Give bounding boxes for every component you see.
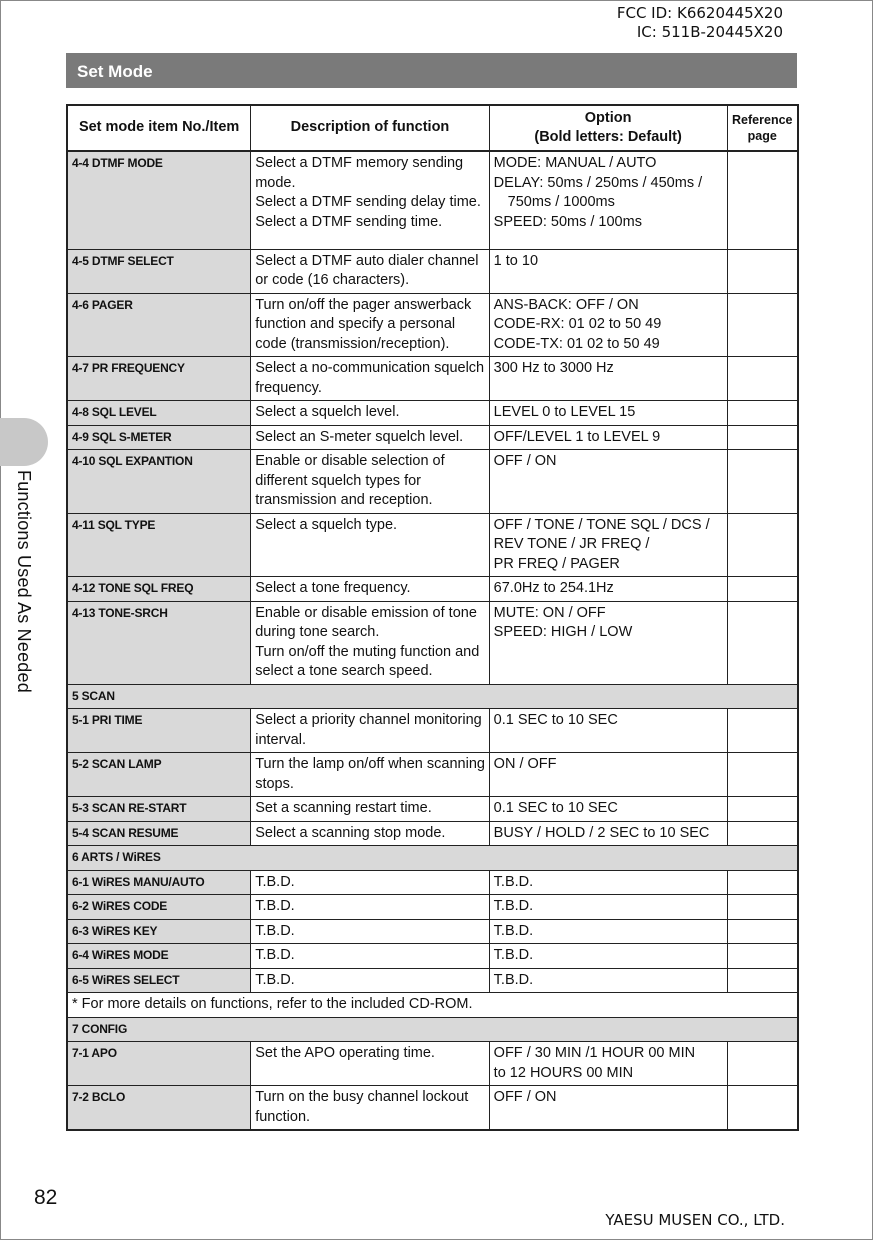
item-name-cell: 6-4 WiRES MODE (67, 944, 251, 969)
option-line: 67.0Hz to 254.1Hz (493, 580, 614, 596)
option-line: T.B.D. (493, 947, 534, 963)
table-row (67, 968, 798, 993)
option-line: 0.1 SEC to 10 SEC (493, 800, 618, 816)
section-label: 6 ARTS / WiRES (67, 846, 798, 871)
description-cell (251, 450, 489, 514)
col-header-option (489, 105, 727, 151)
reference-page-cell (727, 577, 798, 602)
option-line: OFF / ON (493, 1089, 557, 1105)
description-line: Select a squelch level. (255, 404, 400, 420)
table-body (67, 151, 798, 1130)
table-row (67, 293, 798, 357)
description-line: T.B.D. (255, 971, 295, 988)
reference-page-cell (727, 944, 798, 969)
option-cell (489, 601, 727, 684)
option-cell (489, 968, 727, 993)
option-cell (489, 401, 727, 426)
description-line: Turn on the busy channel lockout function. (255, 1089, 469, 1125)
option-cell (489, 577, 727, 602)
option-cell (489, 1086, 727, 1131)
description-line: Select a DTMF auto dialer channel or code (16 characters). (255, 252, 479, 288)
description-cell (251, 968, 489, 993)
description-cell (251, 151, 489, 249)
option-line: MUTE: ON / OFF (493, 604, 606, 621)
option-line: MODE: MANUAL / AUTO (493, 155, 657, 171)
description-cell (251, 513, 489, 577)
table-row (67, 821, 798, 846)
section-row (67, 846, 798, 871)
description-cell (251, 944, 489, 969)
section-row (67, 1017, 798, 1042)
item-name-cell: 4-12 TONE SQL FREQ (67, 577, 251, 602)
description-line: Select a DTMF memory sending mode. (255, 155, 464, 191)
option-cell (489, 895, 727, 920)
item-name-cell: 5-1 PRI TIME (67, 709, 251, 753)
description-line: T.B.D. (255, 873, 295, 890)
section-title: Set Mode (66, 53, 797, 88)
option-line: OFF / 30 MIN /1 HOUR 00 MIN (493, 1045, 696, 1061)
table-row (67, 601, 798, 684)
reference-page-cell (727, 151, 798, 249)
item-name-cell: 5-3 SCAN RE-START (67, 797, 251, 822)
description-cell (251, 821, 489, 846)
item-name-cell: 4-4 DTMF MODE (67, 151, 251, 249)
set-mode-table (66, 104, 799, 1131)
fcc-id-block (617, 4, 783, 42)
item-name-cell: 7-2 BCLO (67, 1086, 251, 1131)
table-row (67, 151, 798, 249)
table-row (67, 425, 798, 450)
description-line: Select a priority channel monitoring interval. (255, 712, 482, 748)
description-line: Turn the lamp on/off when scanning stops. (255, 756, 485, 792)
reference-page-cell (727, 753, 798, 797)
description-line: Select a tone frequency. (255, 580, 411, 596)
table-row (67, 944, 798, 969)
description-line: Select an S-meter squelch level. (255, 428, 464, 445)
option-line: 1 to 10 (493, 252, 539, 269)
option-line: 0.1 SEC to 10 SEC (493, 712, 618, 728)
col-header-description: Description of function (251, 105, 489, 151)
description-cell (251, 895, 489, 920)
table-row (67, 709, 798, 753)
option-cell (489, 151, 727, 249)
description-cell (251, 357, 489, 401)
description-line: Select a no-communication squelch frequency. (255, 360, 485, 396)
description-cell (251, 709, 489, 753)
item-name-cell: 5-2 SCAN LAMP (67, 753, 251, 797)
option-cell (489, 870, 727, 895)
table-row (67, 357, 798, 401)
reference-page-cell (727, 293, 798, 357)
option-line: OFF / ON (493, 453, 557, 469)
reference-page-cell (727, 821, 798, 846)
item-name-cell: 6-3 WiRES KEY (67, 919, 251, 944)
option-line: LEVEL 0 to LEVEL 15 (493, 404, 636, 420)
ic-id: IC: 511B-20445X20 (636, 23, 783, 41)
col-header-reference (727, 105, 798, 151)
table-row (67, 919, 798, 944)
reference-page-cell (727, 919, 798, 944)
option-cell (489, 797, 727, 822)
option-cell (489, 249, 727, 293)
table-row (67, 401, 798, 426)
table-row (67, 577, 798, 602)
description-line: T.B.D. (255, 898, 295, 914)
option-line: SPEED: HIGH / LOW (493, 624, 633, 640)
option-cell (489, 293, 727, 357)
option-cell (489, 425, 727, 450)
item-name-cell: 4-7 PR FREQUENCY (67, 357, 251, 401)
option-line: BUSY / HOLD / 2 SEC to 10 SEC (493, 824, 710, 841)
option-cell (489, 919, 727, 944)
reference-page-cell (727, 249, 798, 293)
description-cell (251, 577, 489, 602)
col-header-reference-line2: page (747, 129, 777, 143)
reference-page-cell (727, 1086, 798, 1131)
note-row (67, 993, 798, 1018)
option-line: 750ms / 1000ms (507, 194, 615, 210)
item-name-cell: 4-5 DTMF SELECT (67, 249, 251, 293)
col-header-reference-line1: Reference (732, 113, 793, 127)
option-cell (489, 821, 727, 846)
reference-page-cell (727, 709, 798, 753)
description-cell (251, 401, 489, 426)
description-line: Enable or disable emission of tone during tone search. (255, 604, 477, 640)
option-line: PR FREQ / PAGER (493, 555, 620, 572)
col-header-option-line1: Option (584, 109, 632, 126)
option-line: OFF / TONE / TONE SQL / DCS / (493, 516, 710, 533)
item-name-cell: 4-13 TONE-SRCH (67, 601, 251, 684)
description-cell (251, 919, 489, 944)
description-cell (251, 293, 489, 357)
reference-page-cell (727, 425, 798, 450)
description-cell (251, 1086, 489, 1131)
page-number: 82 (34, 1186, 58, 1209)
table-row (67, 513, 798, 577)
option-line: to 12 HOURS 00 MIN (493, 1064, 634, 1081)
col-header-item: Set mode item No./Item (67, 105, 251, 151)
description-cell (251, 425, 489, 450)
reference-page-cell (727, 968, 798, 993)
reference-page-cell (727, 401, 798, 426)
reference-page-cell (727, 357, 798, 401)
reference-page-cell (727, 450, 798, 514)
item-name-cell: 7-1 APO (67, 1042, 251, 1086)
description-cell (251, 1042, 489, 1086)
item-name-cell: 4-11 SQL TYPE (67, 513, 251, 577)
option-line: OFF/LEVEL 1 to LEVEL 9 (493, 428, 661, 445)
description-cell (251, 753, 489, 797)
section-label: 7 CONFIG (67, 1017, 798, 1042)
manufacturer-name: YAESU MUSEN CO., LTD. (605, 1211, 785, 1229)
reference-page-cell (727, 870, 798, 895)
table-row (67, 249, 798, 293)
table-row (67, 895, 798, 920)
item-name-cell: 4-9 SQL S-METER (67, 425, 251, 450)
option-line: 300 Hz to 3000 Hz (493, 360, 614, 376)
description-cell (251, 601, 489, 684)
section-row (67, 684, 798, 709)
option-cell (489, 513, 727, 577)
option-cell (489, 753, 727, 797)
description-line: Select a squelch type. (255, 516, 398, 533)
description-cell (251, 797, 489, 822)
table-row (67, 1086, 798, 1131)
option-cell (489, 944, 727, 969)
option-line: SPEED: 50ms / 100ms (493, 213, 642, 230)
option-cell (489, 709, 727, 753)
option-line: ON / OFF (493, 756, 557, 772)
reference-page-cell (727, 797, 798, 822)
option-line: T.B.D. (493, 873, 534, 890)
option-line: CODE-TX: 01 02 to 50 49 (493, 335, 660, 352)
side-tab-marker (0, 418, 48, 466)
option-line: T.B.D. (493, 922, 534, 939)
option-line: T.B.D. (493, 898, 534, 914)
table-row (67, 450, 798, 514)
table-row (67, 1042, 798, 1086)
description-line: Select a scanning stop mode. (255, 824, 446, 841)
description-cell (251, 249, 489, 293)
description-line: Set a scanning restart time. (255, 800, 432, 816)
item-name-cell: 5-4 SCAN RESUME (67, 821, 251, 846)
section-label: 5 SCAN (67, 684, 798, 709)
description-line: Enable or disable selection of different squelch types for transmission and reception. (255, 453, 445, 508)
option-cell (489, 357, 727, 401)
reference-page-cell (727, 1042, 798, 1086)
description-line: Select a DTMF sending delay time. (255, 194, 481, 210)
reference-page-cell (727, 601, 798, 684)
item-name-cell: 4-6 PAGER (67, 293, 251, 357)
fcc-id: FCC ID: K6620445X20 (616, 4, 783, 22)
option-line: T.B.D. (493, 971, 534, 988)
option-line: REV TONE / JR FREQ / (493, 536, 650, 552)
option-line: CODE-RX: 01 02 to 50 49 (493, 316, 662, 332)
side-chapter-label: Functions Used As Needed (14, 470, 34, 693)
option-line: ANS-BACK: OFF / ON (493, 296, 639, 313)
footnote: * For more details on functions, refer to the included CD-ROM. (67, 993, 798, 1018)
table-header-row (67, 105, 798, 151)
description-line: Turn on/off the muting function and select a tone search speed. (255, 643, 480, 679)
item-name-cell: 4-10 SQL EXPANTION (67, 450, 251, 514)
item-name-cell: 6-1 WiRES MANU/AUTO (67, 870, 251, 895)
description-line: Turn on/off the pager answerback function and specify a personal code (transmission/reception). (255, 296, 472, 352)
table-row (67, 870, 798, 895)
option-line: DELAY: 50ms / 250ms / 450ms / (493, 174, 703, 191)
reference-page-cell (727, 895, 798, 920)
option-cell (489, 450, 727, 514)
col-header-option-line2: (Bold letters: Default) (534, 129, 682, 145)
reference-page-cell (727, 513, 798, 577)
table-row (67, 753, 798, 797)
description-line: Select a DTMF sending time. (255, 213, 443, 230)
description-line: T.B.D. (255, 947, 295, 963)
description-line: Set the APO operating time. (255, 1045, 435, 1061)
description-cell (251, 870, 489, 895)
option-cell (489, 1042, 727, 1086)
description-line: T.B.D. (255, 922, 295, 939)
table-row (67, 797, 798, 822)
item-name-cell: 6-2 WiRES CODE (67, 895, 251, 920)
item-name-cell: 6-5 WiRES SELECT (67, 968, 251, 993)
item-name-cell: 4-8 SQL LEVEL (67, 401, 251, 426)
